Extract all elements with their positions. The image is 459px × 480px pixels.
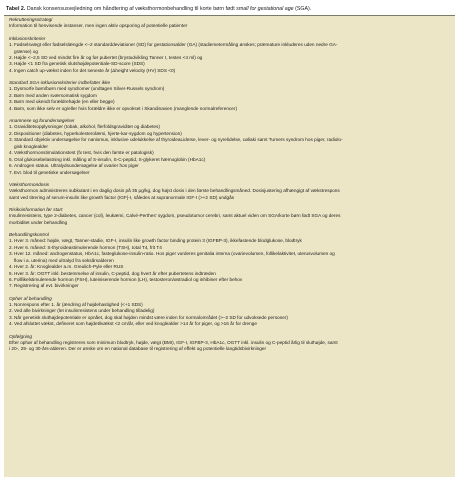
section-title: Ophør af behandling xyxy=(9,295,52,301)
section-rekrut xyxy=(9,17,450,30)
list-text: Hver 12. måned: androgenstatus, HbA1c, fasteglukose-insulin-ratio. Hos piger vurderes genitalia interna (ovarievolumen, follikelaktivitet, uterusvolumen og xyxy=(14,251,335,257)
section-vaeksthormondosis xyxy=(9,182,450,201)
list-text: Væksthormonstimulationstest (fx test, hvis den første er patologisk) xyxy=(14,150,154,156)
list-text: Dispositioner (diabetes, hyperkolesterolæmi, hjerte-kar-sygdom og hypertension) xyxy=(14,130,182,136)
list-text: Ved afsluttet vækst, defineret som højdetilvækst <2 cm/år, eller ved knoglealder >14 år for piger, og >16 år for drenge xyxy=(14,321,257,327)
list-text: Hver 6. måned: S-thyroideastimulerende hormon (TSH), total T4, frit T4 xyxy=(14,244,162,250)
list-text: Dysmorfe børn/børn med syndromer (undtagen Silver-Russels syndrom) xyxy=(14,86,165,92)
list-text: Børn med anden sværsomatisk sygdom xyxy=(14,92,97,98)
list-text: grænse) og xyxy=(14,48,38,54)
list-number: 5. xyxy=(9,156,13,162)
section-ophoer xyxy=(9,296,450,328)
section-anamnese xyxy=(9,118,450,176)
list-number: 3. xyxy=(9,251,13,257)
section-standard xyxy=(9,80,450,112)
list-text: Registrering af evt. bivirkninger xyxy=(14,283,79,289)
section-paragraph-line: morbiditet under behandling xyxy=(9,219,68,225)
list-text: Hver 3. år: OGTT inkl. bestemmelse af insulin, C-peptid, dog hvert år efter pubertetens indtræden xyxy=(14,270,216,276)
section-title: Rekrutteringsstrategi xyxy=(9,17,53,22)
list-number: 1. xyxy=(9,86,13,92)
list-text: Ved alle bivirkninger (let insulinresistens under behandling tilladelig) xyxy=(14,308,155,314)
section-paragraph-line: i 20-, 25- og 30-års-alderen. Der er ønske om en national database til registrering af effekt og potentielle langtidsbivirkninger xyxy=(9,346,267,352)
list-number: 4. xyxy=(9,321,13,327)
list-number: 2. xyxy=(9,92,13,98)
list-text: Fødselsvægt eller fødselslængde <–2 standarddeviationer (SD) for gestationsalder (GA) (stadiemetermåling ønskes; præmature inkluderes uden nedre GA- xyxy=(14,42,338,48)
list-text: Børn, som ikke selv er og/eller hvis forældre ikke er opvokset i Skandinavien (manglende normalreferencer) xyxy=(14,105,238,111)
list-number: 4. xyxy=(9,67,13,73)
section-title: Risikoinformation før start xyxy=(9,206,63,212)
list-text: Graviditetsopplysninger (tobak, alkohol, flerfoldsgraviditet og diabetes) xyxy=(14,124,160,130)
top-rule xyxy=(4,15,455,16)
section-title: Opfølgning xyxy=(9,333,32,339)
section-paragraph-line: Information til henvisende instanser, men ingen aktiv opsporing af potentielle patienter xyxy=(9,23,188,29)
section-title: Væksthormondosis xyxy=(9,181,50,187)
list-number: 2. xyxy=(9,54,13,60)
section-paragraph-line: Væksthormon administreres subkutant i en daglig dosis på 35 μg/kg, dog højst dosis i den første behandlingsmåned. Dosisjustering afhængigt af vækstrespons xyxy=(9,188,340,194)
table-content xyxy=(9,17,450,353)
list-item xyxy=(9,321,450,327)
list-number: 1. xyxy=(9,42,13,48)
list-text: Standard objektiv undersøgelse for nanismus, inklusive udelukkelse af thyroideaLideIse, lever- og nyrelidelse, cøliaki samt Turners syndrom hos piger, radiolo- xyxy=(14,137,343,143)
list-text: Når genetisk sluthøjdepotentiale er opnået, dog skal højden mindst være inden for normalområdet (>–2 SD for udvoksede personer) xyxy=(14,314,288,320)
list-text: Højde <1 SD fra genetisk slutshøjdepotentiale-SD-score (SDS) xyxy=(14,61,145,67)
list-number: 1. xyxy=(9,302,13,308)
list-item xyxy=(9,283,450,289)
list-number: 3. xyxy=(9,61,13,67)
table-label: Tabel 2. xyxy=(6,6,26,12)
section-paragraph-line: Efter ophør af behandling registreres som minimum blodtryk, højde, vægt (BMI), IGF-I, IGFBP-3, HbA1c, OGTT inkl. insulin og C-peptid årlig til sluthøjde, samt xyxy=(9,339,338,345)
list-number: 4. xyxy=(9,150,13,156)
section-title: Inklusionskriterier xyxy=(9,35,46,41)
list-text: Nonrespons efter 1. år (ændring af højdehastighed (<+1 SDS) xyxy=(14,302,143,308)
list-number: 7. xyxy=(9,283,13,289)
list-item xyxy=(9,106,450,112)
caption-italic: small for gestational age xyxy=(236,6,294,12)
list-number: 3. xyxy=(9,314,13,320)
section-title: Standard SGA-inklusionskriterier indbefatter ikke xyxy=(9,80,111,85)
section-opfoelgning xyxy=(9,334,450,353)
list-number: 6. xyxy=(9,276,13,282)
section-paragraph-line: samt ved titrering af serum-insulin like growth factor (IGF)-I, således at supranormale IGF-I (>+2 SD) undgås xyxy=(9,194,235,200)
list-number: 5. xyxy=(9,270,13,276)
list-number: 2. xyxy=(9,244,13,250)
list-text: Ingen catch up-vækst inden for det seneste år (Δheight velocity (HV) SDS <0) xyxy=(14,67,176,73)
list-text: Oral glukosebelastning inkl. måling af S-insulin, S-C-peptid, S-glykeret hæmoglobin (HbA1c) xyxy=(14,156,206,162)
list-number: 1. xyxy=(9,238,13,244)
list-text: Børn med ukendt forældrehøjde (en eller begge) xyxy=(14,99,115,105)
list-text: Hver 3. måned: højde, vægt, Tanner-stadie, IGF-I, insulin like growth factor binding protein 3 (IGFBP-3), ikkefastende blodglukose, blodtryk xyxy=(14,238,302,244)
list-item xyxy=(9,68,450,74)
table-caption xyxy=(6,6,454,13)
caption-text-after: (SGA). xyxy=(293,6,312,12)
caption-text-before: Dansk konsensusvejledning om håndtering af væksthormonbehandling til korte børn født xyxy=(25,6,237,12)
list-number: 7. xyxy=(9,169,13,175)
list-number: 1. xyxy=(9,124,13,130)
list-text: Folllikelstimulerende hormon (FSH), luteiniserende hormon (LH), testosteron/østradiol og inhibiner efter behov xyxy=(14,276,243,282)
section-title: Behandlingskontrol xyxy=(9,231,49,237)
list-number: 4. xyxy=(9,105,13,111)
section-kontrol xyxy=(9,232,450,290)
list-number: 3. xyxy=(9,137,13,143)
list-item xyxy=(9,170,450,176)
list-text: Hver 2. år: Knoglealder a.m. Greulich-Pyle eller RUS xyxy=(14,264,124,270)
list-number: 4. xyxy=(9,264,13,270)
list-text: gisk knoglealder xyxy=(14,143,48,149)
list-text: Androgen status. Ultralydsundersøgelse af ovarier hos piger xyxy=(14,163,139,169)
list-number: 3. xyxy=(9,99,13,105)
list-number: 6. xyxy=(9,163,13,169)
section-title: Anamnese og forundersøgelser xyxy=(9,117,75,123)
list-number: 2. xyxy=(9,308,13,314)
section-inklusion xyxy=(9,36,450,75)
list-text: Højde <–2,5 SD ved mindst fire år og før pubertet (brystudvikling Tanner I, testes <4 ml) og xyxy=(14,54,203,60)
section-risiko xyxy=(9,207,450,226)
table-panel xyxy=(4,15,455,477)
section-paragraph-line: Insulinresistens, type 2-diabetes, cancer (col), leukæmi, Calvé-Perthes' sygdom, pseudotumor cerebri, samt aktuel viden om SGA/korte børn født SGA og deres xyxy=(9,213,341,219)
list-text: flow i a. uterina) med ultralyd fra seksårsalderen xyxy=(14,257,114,263)
list-number: 2. xyxy=(9,130,13,136)
list-text: Evt. blod til genetiske undersøgelser xyxy=(14,169,90,175)
